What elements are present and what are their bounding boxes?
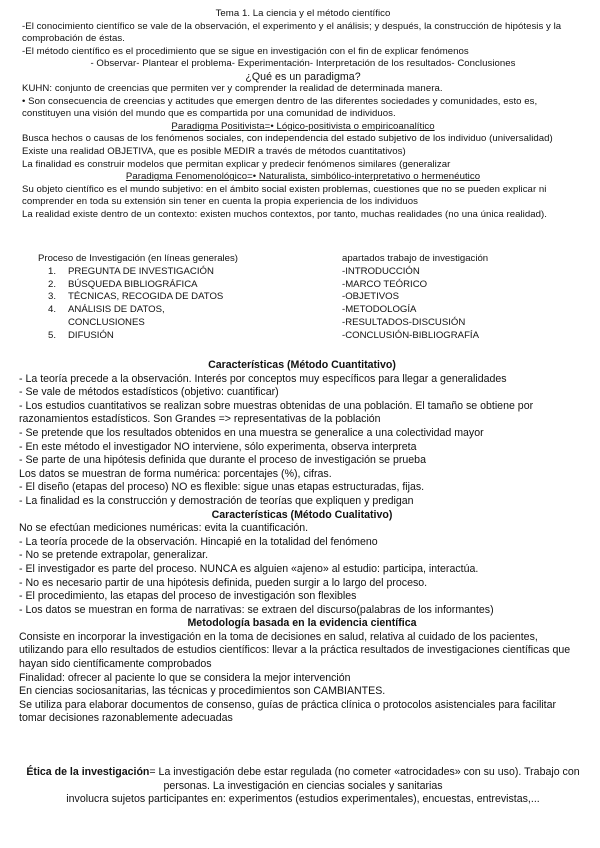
- section-ciencia: [22, 8, 584, 222]
- cualitativo-line: - No se pretende extrapolar, generalizar.: [19, 549, 209, 562]
- paragraph-positivista-1: Busca hechos o causas de los fenómenos sociales, con independencia del estado subjetivo de los individuo (universalidad): [22, 133, 553, 145]
- section-etica: [22, 766, 584, 807]
- evidencia-paragraph-4: Se utiliza para elaborar documentos de consenso, guías de práctica clínica o protocolos asistenciales para facilitar tomar decisiones razonablemente adecuadas: [19, 698, 557, 725]
- heading-evidencia: Metodología basada en la evidencia científica: [187, 617, 417, 630]
- heading-cuantitativo: Características (Método Cuantitativo): [208, 359, 396, 371]
- proceso-item: 3. TÉCNICAS, RECOGIDA DE DATOS: [47, 291, 224, 303]
- heading-fenomenologico: Paradigma Fenomenológico=• Naturalista, simbólico-interpretativo o hermenéutico: [125, 171, 481, 183]
- etica-text-1: = La investigación debe estar regulada (no cometer «atrocidades» con su uso). Trabajo con personas. La investigación en ciencias sociales y sanitarias: [149, 766, 580, 792]
- evidencia-paragraph-1: Consiste en incorporar la investigación en la toma de decisiones en salud, relativa al cuidado de los pacientes, utilizando para ello resultados de estudios científicos: llevar a la práctica resultados de investigaciones científicas que hayan sido científicamente comprobados: [19, 630, 571, 671]
- apartado-item: -MARCO TEÓRICO: [342, 278, 428, 290]
- cuantitativo-line: - Se pretende que los resultados obtenidos en una muestra se generalice a una colectividad mayor: [19, 426, 484, 439]
- paragraph-fenomenologico-2: La realidad existe dentro de un contexto: existen muchos contextos, por tanto, muchas realidades (no una única realidad).: [22, 208, 547, 220]
- proceso-title: Proceso de Investigación (en líneas generales): [38, 253, 238, 264]
- proceso-item: 4. ANÁLISIS DE DATOS,: [47, 304, 165, 316]
- cualitativo-line: No se efectúan mediciones numéricas: evita la cuantificación.: [19, 522, 309, 535]
- cualitativo-line: - No es necesario partir de una hipótesis definida, pueden surgir a lo largo del proceso.: [19, 576, 428, 589]
- proceso-item: 5. DIFUSIÓN: [47, 329, 114, 341]
- cuantitativo-line: - Los estudios cuantitativos se realizan sobre muestras obtenidas de una población. El tamaño se obtiene por razonamientos estadísticos. Son Grandes => representativas de la población: [19, 399, 534, 426]
- page-title: Tema 1. La ciencia y el método científico: [215, 8, 391, 19]
- proceso-item: 1. PREGUNTA DE INVESTIGACIÓN: [47, 265, 214, 277]
- apartados-trabajo: [342, 253, 488, 343]
- apartado-item: -RESULTADOS-DISCUSIÓN: [342, 316, 466, 328]
- heading-paradigma: ¿Qué es un paradigma?: [245, 70, 361, 83]
- evidencia-paragraph-3: En ciencias sociosanitarias, las técnicas y procedimientos son CAMBIANTES.: [19, 685, 386, 698]
- paragraph-kuhn: KUHN: conjunto de creencias que permiten ver y comprender la realidad de determinada manera.: [22, 82, 443, 94]
- paragraph-consecuencia: • Son consecuencia de creencias y actitudes que emergen dentro de las diferentes sociedades y comunidades, esto es, constituyen una visión del mundo que es compartida por una comunidad de individuos.: [22, 95, 538, 120]
- paragraph-positivista-2: Existe una realidad OBJETIVA, que es posible MEDIR a través de métodos cuantitativos): [22, 145, 406, 157]
- apartado-item: -METODOLOGÍA: [342, 304, 417, 316]
- etica-label: Ética de la investigación: [26, 766, 150, 778]
- cuantitativo-line: - En este método el investigador NO interviene, sólo experimenta, observa interpreta: [19, 440, 417, 453]
- proceso-item: CONCLUSIONES: [68, 316, 145, 328]
- paragraph-positivista-3: La finalidad es construir modelos que permitan explicar y predecir fenómenos similares (generalizar: [22, 158, 451, 170]
- etica-paragraph: [22, 766, 584, 793]
- etica-text-2: involucra sujetos participantes en: experimentos (estudios experimentales), encuestas, entrevistas,...: [66, 793, 540, 806]
- cuantitativo-line: - Se vale de métodos estadísticos (objetivo: cuantificar): [19, 386, 279, 399]
- evidencia-paragraph-2: Finalidad: ofrecer al paciente lo que se considera la mejor intervención: [19, 671, 351, 684]
- heading-positivista: Paradigma Positivista=• Lógico-positivista o empiricoanalítico: [171, 120, 435, 132]
- apartado-item: -INTRODUCCIÓN: [342, 265, 420, 277]
- apartado-item: -OBJETIVOS: [342, 291, 400, 303]
- cuantitativo-line: - Se parte de una hipótesis definida que durante el proceso de investigación se prueba: [19, 454, 426, 467]
- proceso-item: 2. BÚSQUEDA BIBLIOGRÁFICA: [47, 278, 198, 290]
- paragraph-fenomenologico-1: Su objeto científico es el mundo subjetivo: en el ámbito social existen problemas, cuestiones que no se pueden explicar ni comprender en toda su extensión sin tener en cuenta la propia experiencia de los individuos: [22, 183, 547, 208]
- proceso-investigacion: [38, 253, 238, 343]
- cualitativo-line: - Los datos se muestran en forma de narrativas: se extraen del discurso(palabras de los informantes): [19, 603, 494, 616]
- cualitativo-line: - El procedimiento, las etapas del proceso de investigación son flexibles: [19, 590, 357, 603]
- cuantitativo-line: - La finalidad es la construcción y demostración de teorías que expliquen y predigan: [19, 494, 414, 507]
- cuantitativo-line: - El diseño (etapas del proceso) NO es flexible: sigue unas etapas estructuradas, fijas.: [19, 481, 425, 494]
- apartados-title: apartados trabajo de investigación: [342, 253, 489, 264]
- apartado-item: -CONCLUSIÓN-BIBLIOGRAFÍA: [342, 329, 479, 341]
- heading-cualitativo: Características (Método Cualitativo): [211, 508, 393, 521]
- cuantitativo-line: Los datos se muestran de forma numérica: porcentajes (%), cifras.: [19, 467, 332, 480]
- cualitativo-line: - El investigador es parte del proceso. NUNCA es alguien «ajeno» al estudio: participa, interactúa.: [19, 562, 479, 575]
- paragraph-conocimiento: -El conocimiento científico se vale de la observación, el experimento y el análisis; y después, la construcción de hipótesis y la comprobación de éstas.: [22, 20, 562, 45]
- paragraph-metodo: -El método científico es el procedimiento que se sigue en investigación con el fin de explicar fenómenos: [22, 45, 469, 57]
- cuantitativo-line: - La teoría precede a la observación. Interés por conceptos muy específicos para llegar a generalidades: [19, 372, 507, 385]
- section-cuantitativo: [19, 359, 585, 726]
- method-steps: - Observar- Plantear el problema- Experimentación- Interpretación de los resultados- Conclusiones: [90, 58, 516, 70]
- cualitativo-line: - La teoría procede de la observación. Hincapié en la totalidad del fenómeno: [19, 535, 378, 548]
